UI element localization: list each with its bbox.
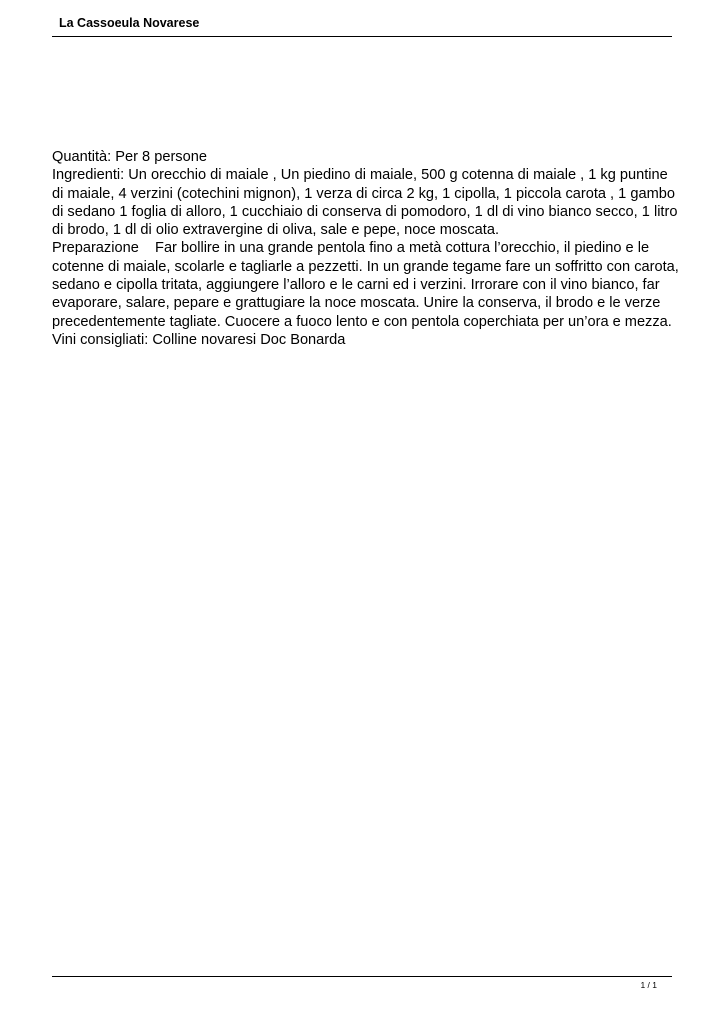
document-title: La Cassoeula Novarese xyxy=(59,16,200,30)
wines-line: Vini consigliati: Colline novaresi Doc Bonarda xyxy=(52,331,346,348)
recipe-body xyxy=(52,148,682,349)
page-header xyxy=(52,0,672,37)
preparation-paragraph: Preparazione Far bollire in una grande pentola fino a metà cottura l’orecchio, il piedino e le cotenne di maiale, scolarle e tagliarle a pezzetti. In un grande tegame fare un soffritto con carota, sedano e cipolla tritata, aggiungere l’alloro e le carni ed i verzini. Irrorare con il vino bianco, far evaporare, salare, pepare e grattugiare la noce moscata. Unire la conserva, il brodo e le verze precedentemente tagliate. Cuocere a fuoco lento e con pentola coperchiata per un’ora e mezza. xyxy=(52,240,683,330)
quantity-line: Quantità: Per 8 persone xyxy=(52,149,207,165)
ingredients-paragraph: Ingredienti: Un orecchio di maiale , Un piedino di maiale, 500 g cotenna di maiale , 1 kg puntine di maiale, 4 verzini (cotechini mignon), 1 verza di circa 2 kg, 1 cipolla, 1 piccola carota , 1 gambo di sedano 1 foglia di alloro, 1 cucchiaio di conserva di pomodoro, 1 dl di vino bianco secco, 1 litro di brodo, 1 dl di olio extravergine di oliva, sale e pepe, noce moscata. xyxy=(52,167,682,239)
page-number: 1 / 1 xyxy=(640,980,657,990)
page-footer xyxy=(52,976,672,997)
